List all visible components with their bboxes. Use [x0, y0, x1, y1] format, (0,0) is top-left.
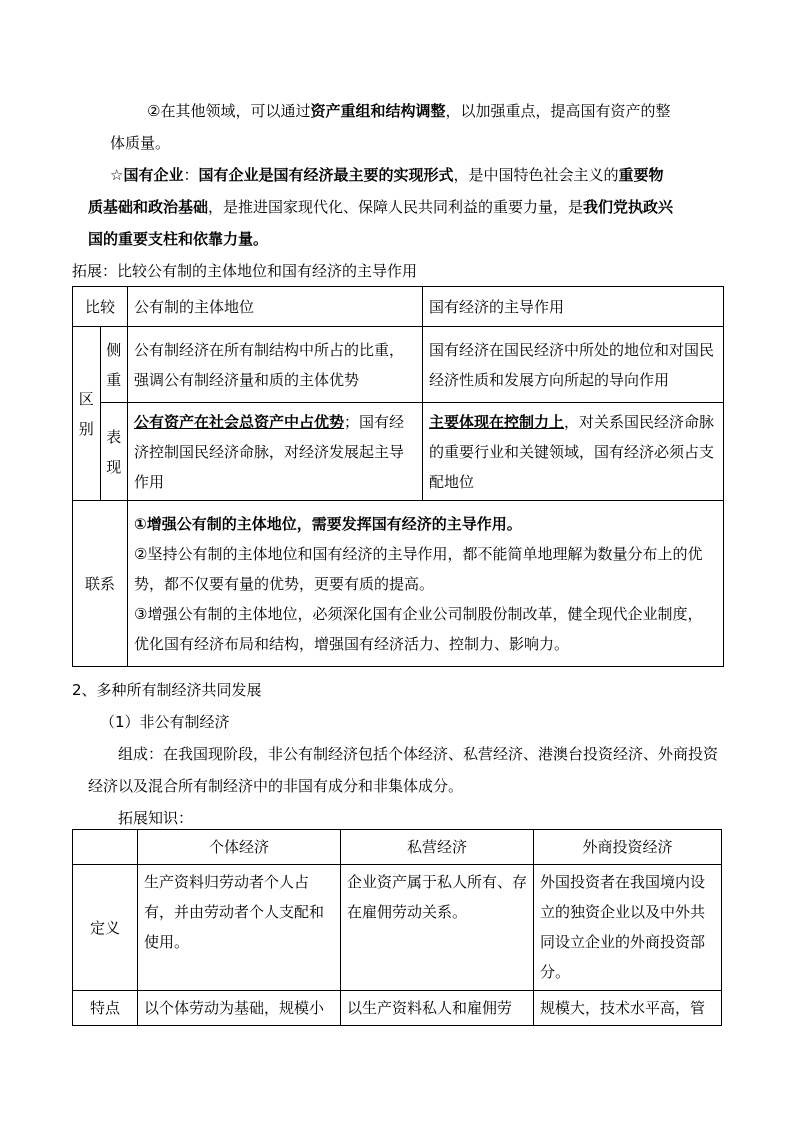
table1-caption: 拓展：比较公有制的主体地位和国有经济的主导作用 [72, 262, 418, 280]
table-row [73, 865, 722, 991]
nonpublic-table [72, 829, 722, 1026]
header-cell: 私营经济 [341, 830, 534, 865]
table-cell: 规模大，技术水平高，管 [534, 991, 722, 1026]
row-label: 表现 [100, 403, 128, 501]
link-label: 联系 [73, 501, 128, 667]
header-cell: 外商投资经济 [534, 830, 722, 865]
table-cell: 企业资产属于私人所有、存在雇佣劳动关系。 [341, 865, 534, 991]
section-title: 2、多种所有制经济共同发展 [72, 681, 262, 699]
header-cell: 国有经济的主导作用 [423, 287, 724, 327]
paragraph-soe-3: 国的重要支柱和依靠力量。 [88, 230, 269, 248]
paragraph-composition: 组成：在我国现阶段，非公有制经济包括个体经济、私营经济、港澳台投资经济、外商投资经济以及混合所有制经济中的非国有成分和非集体成分。 [88, 745, 719, 795]
header-cell: 个体经济 [138, 830, 341, 865]
table-row [73, 403, 724, 501]
table-cell: 公有制经济在所有制结构中所占的比重，强调公有制经济量和质的主体优势 [128, 327, 423, 403]
row-label: 侧重 [100, 327, 128, 403]
table-cell: 外国投资者在我国境内设立的独资企业以及中外共同设立企业的外商投资部分。 [534, 865, 722, 991]
table-row [73, 991, 722, 1026]
table-cell: 公有资产在社会总资产中占优势；国有经济控制国民经济命脉，对经济发展起主导作用 [128, 403, 423, 501]
table-cell: ①增强公有制的主体地位，需要发挥国有经济的主导作用。 ②坚持公有制的主体地位和国有经济的主导作用，都不能简单地理解为数量分布上的优势，都不仅要有量的优势，更要有质的提高。 ③增强公有制的主体地位，必须深化国有企业公司制股份制改革，健全现代企业制度，优化国有经济布局和结构，增强国有经济活力、控制力、影响力。 [128, 501, 724, 667]
row-label: 定义 [73, 865, 138, 991]
table-row [73, 287, 724, 327]
table-cell: 国有经济在国民经济中所处的地位和对国民经济性质和发展方向所起的导向作用 [423, 327, 724, 403]
table-cell: 以个体劳动为基础，规模小 [138, 991, 341, 1026]
paragraph-soe: ☆国有企业：国有企业是国有经济最主要的实现形式，是中国特色社会主义的重要物 [110, 166, 664, 184]
paragraph-item2: ②在其他领域，可以通过资产重组和结构调整，以加强重点，提高国有资产的整 [147, 102, 671, 120]
header-cell: 比较 [73, 287, 128, 327]
header-cell: 公有制的主体地位 [128, 287, 423, 327]
table-row [73, 830, 722, 865]
table-cell: 主要体现在控制力上，对关系国民经济命脉的重要行业和关键领域，国有经济必须占支配地位 [423, 403, 724, 501]
table-cell: 生产资料归劳动者个人占有，并由劳动者个人支配和使用。 [138, 865, 341, 991]
paragraph-ext: 拓展知识： [118, 809, 194, 827]
diff-label: 区别 [73, 327, 101, 501]
table-cell: 以生产资料私人和雇佣劳 [341, 991, 534, 1026]
table-row [73, 501, 724, 667]
paragraph-soe-2: 质基础和政治基础，是推进国家现代化、保障人民共同利益的重要力量，是我们党执政兴 [88, 198, 674, 216]
table-row [73, 327, 724, 403]
row-label: 特点 [73, 991, 138, 1026]
paragraph-item2-cont: 体质量。 [110, 134, 171, 152]
header-cell [73, 830, 138, 865]
comparison-table [72, 286, 724, 667]
subsection-title: （1）非公有制经济 [100, 713, 230, 731]
